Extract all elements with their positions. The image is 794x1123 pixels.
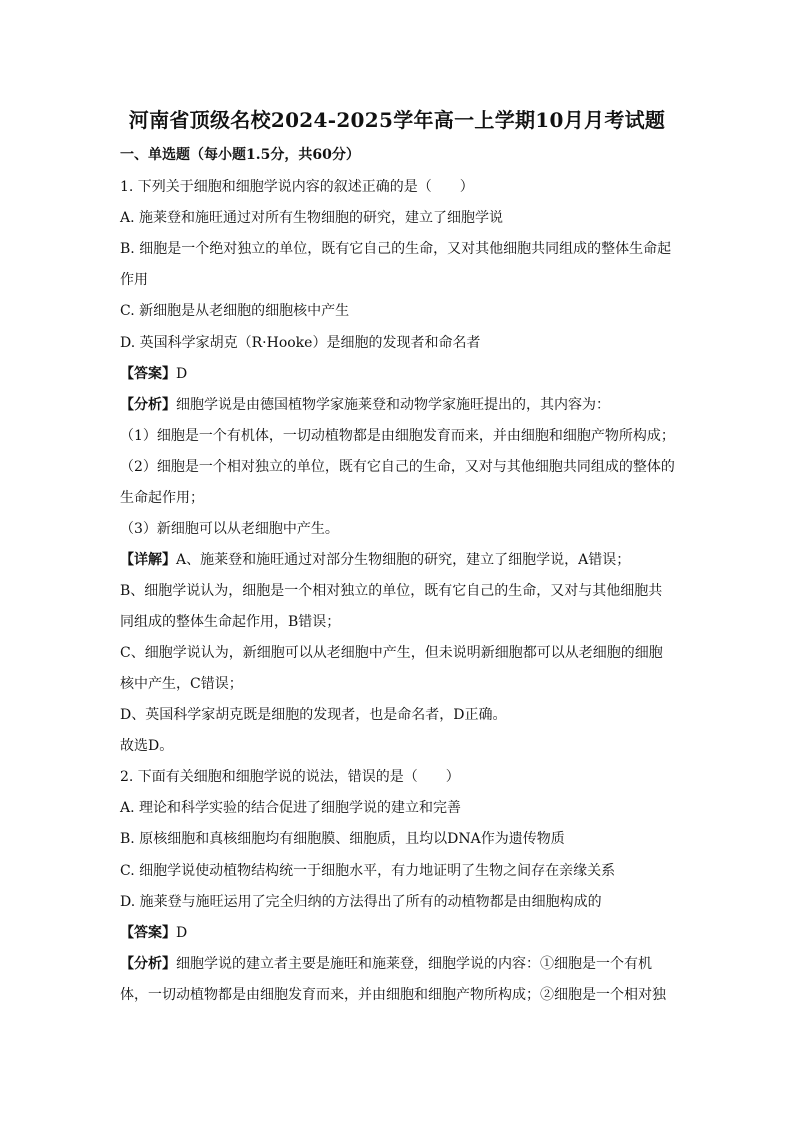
question-1-option-d: D. 英国科学家胡克（R·Hooke）是细胞的发现者和命名者	[120, 335, 481, 351]
answer-1	[120, 365, 187, 383]
question-1-option-c: C. 新细胞是从老细胞的细胞核中产生	[120, 303, 350, 319]
answer-2	[120, 924, 187, 942]
explanation-text: A、施莱登和施旺通过对部分生物细胞的研究，建立了细胞学说，A错误；	[176, 552, 631, 568]
answer-tag: 【答案】	[120, 366, 176, 382]
analysis-1-point-3: （3）新细胞可以从老细胞中产生。	[120, 521, 339, 537]
analysis-text: 细胞学说的建立者主要是施旺和施莱登，细胞学说的内容：①细胞是一个有机	[176, 956, 652, 972]
explanation-1-b: B、细胞学说认为，细胞是一个相对独立的单位，既有它自己的生命，又对与其他细胞共	[120, 583, 663, 599]
answer-tag: 【答案】	[120, 925, 176, 941]
question-1-option-b: B. 细胞是一个绝对独立的单位，既有它自己的生命，又对其他细胞共同组成的整体生命起	[120, 241, 672, 257]
question-2-option-b: B. 原核细胞和真核细胞均有细胞膜、细胞质，且均以DNA作为遗传物质	[120, 831, 565, 847]
analysis-1-point-2: （2）细胞是一个相对独立的单位，既有它自己的生命，又对与其他细胞共同组成的整体的	[120, 459, 675, 475]
explanation-1	[120, 551, 630, 569]
question-2-stem: 2. 下面有关细胞和细胞学说的说法，错误的是（ ）	[120, 769, 460, 785]
question-2-option-d: D. 施莱登与施旺运用了完全归纳的方法得出了所有的动植物都是由细胞构成的	[120, 894, 602, 910]
question-1-stem: 1. 下列关于细胞和细胞学说内容的叙述正确的是（ ）	[120, 179, 474, 195]
analysis-1	[120, 396, 610, 414]
question-2-option-c: C. 细胞学说使动植物结构统一于细胞水平，有力地证明了生物之间存在亲缘关系	[120, 863, 616, 879]
analysis-1-point-1: （1）细胞是一个有机体，一切动植物都是由细胞发育而来，并由细胞和细胞产物所构成；	[120, 428, 675, 444]
explanation-tag: 【详解】	[120, 552, 176, 568]
conclusion-1: 故选D。	[120, 738, 174, 754]
analysis-tag: 【分析】	[120, 397, 176, 413]
question-1-option-b-cont: 作用	[120, 272, 148, 288]
analysis-2-cont: 体，一切动植物都是由细胞发育而来，并由细胞和细胞产物所构成；②细胞是一个相对独	[120, 987, 666, 1003]
explanation-1-d: D、英国科学家胡克既是细胞的发现者，也是命名者，D正确。	[120, 707, 507, 723]
question-2-option-a: A. 理论和科学实验的结合促进了细胞学说的建立和完善	[120, 800, 462, 816]
document-title: 河南省顶级名校2024-2025学年高一上学期10月月考试题	[128, 108, 666, 132]
question-1-option-a: A. 施莱登和施旺通过对所有生物细胞的研究，建立了细胞学说	[120, 210, 504, 226]
answer-value: D	[176, 366, 188, 382]
explanation-1-c: C、细胞学说认为，新细胞可以从老细胞中产生，但未说明新细胞都可以从老细胞的细胞	[120, 645, 663, 661]
analysis-2	[120, 955, 652, 973]
analysis-1-point-2-cont: 生命起作用；	[120, 490, 204, 506]
explanation-1-b-cont: 同组成的整体生命起作用，B错误；	[120, 614, 341, 630]
section-heading: 一、单选题（每小题1.5分，共60分）	[120, 147, 360, 163]
analysis-tag: 【分析】	[120, 956, 176, 972]
analysis-text: 细胞学说是由德国植物学家施莱登和动物学家施旺提出的，其内容为：	[176, 397, 610, 413]
explanation-1-c-cont: 核中产生，C错误；	[120, 676, 243, 692]
answer-value: D	[176, 925, 188, 941]
